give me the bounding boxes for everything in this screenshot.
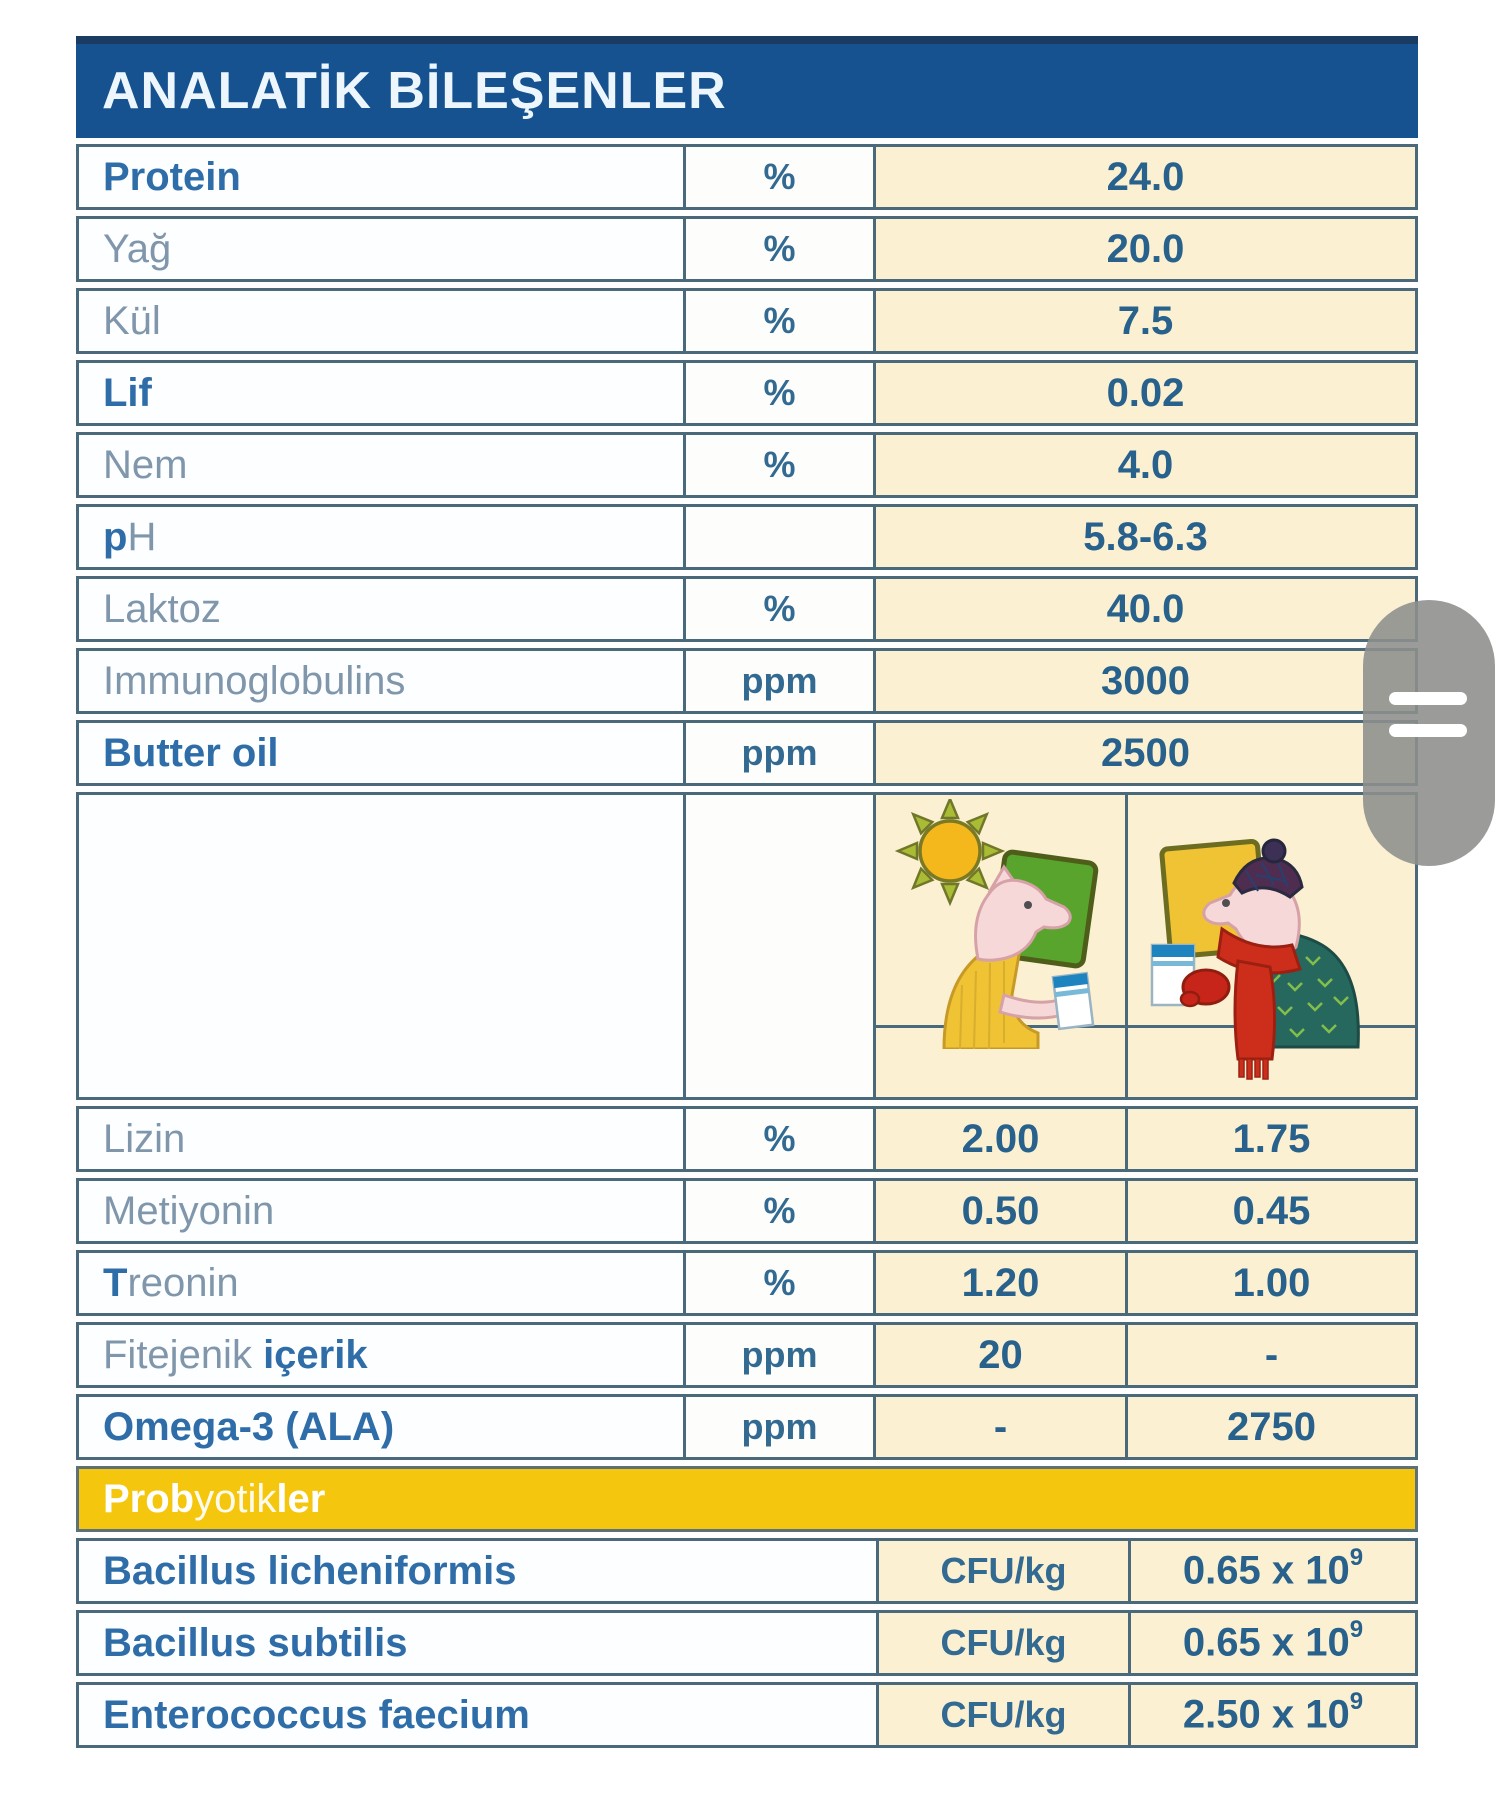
- cold-season-pig-illustration: [1138, 811, 1388, 1091]
- table-row-fitejenik-icerik: [76, 1322, 1418, 1388]
- season-illustration-row: [76, 792, 1418, 1100]
- handle-grip-line: [1389, 724, 1467, 737]
- milk-cup: [1053, 973, 1093, 1029]
- row-value: 0.02: [876, 363, 1415, 423]
- row-unit: %: [686, 1109, 876, 1169]
- row-value: 4.0: [876, 435, 1415, 495]
- row-label: Protein: [79, 147, 686, 207]
- table-row-bacillus-subtilis: [76, 1610, 1418, 1676]
- row-warm-value: 0.50: [876, 1181, 1128, 1241]
- table-row-treonin: [76, 1250, 1418, 1316]
- row-warm-value: 1.20: [876, 1253, 1128, 1313]
- table-row-nem: [76, 432, 1418, 498]
- row-unit: ppm: [686, 1397, 876, 1457]
- row-unit: %: [686, 147, 876, 207]
- row-value: 40.0: [876, 579, 1415, 639]
- row-label: Laktoz: [79, 579, 686, 639]
- row-unit: %: [686, 1181, 876, 1241]
- row-label: Lif: [79, 363, 686, 423]
- row-label: Fitejenik içerik: [79, 1325, 686, 1385]
- row-cold-value: 0.45: [1128, 1181, 1415, 1241]
- row-value: 0.65 x $10^9$: [1131, 1541, 1415, 1601]
- edge-panel-handle[interactable]: [1363, 600, 1495, 866]
- row-label: Enterococcus faecium: [79, 1685, 879, 1745]
- row-label: Kül: [79, 291, 686, 351]
- row-value: 2500: [876, 723, 1415, 783]
- table-title: ANALATİK BİLEŞENLER: [102, 62, 727, 120]
- row-label: pH: [79, 507, 686, 567]
- table-row-bacillus-licheniformis: [76, 1538, 1418, 1604]
- table-row-ph: [76, 504, 1418, 570]
- row-unit: CFU/kg: [879, 1685, 1131, 1745]
- row-cold-value: 1.00: [1128, 1253, 1415, 1313]
- row-label: Bacillus licheniformis: [79, 1541, 879, 1601]
- row-label: Treonin: [79, 1253, 686, 1313]
- red-mitten: [1181, 970, 1229, 1006]
- table-row-immunoglobulins: [76, 648, 1418, 714]
- table-row-lizin: [76, 1106, 1418, 1172]
- row-value: 20.0: [876, 219, 1415, 279]
- row-value: 24.0: [876, 147, 1415, 207]
- row-unit: CFU/kg: [879, 1613, 1131, 1673]
- table-row-omega3: [76, 1394, 1418, 1460]
- table-row-enterococcus-faecium: [76, 1682, 1418, 1748]
- row-label: Lizin: [79, 1109, 686, 1169]
- table-row-butter-oil: [76, 720, 1418, 786]
- row-label: Metiyonin: [79, 1181, 686, 1241]
- empty-unit-cell: [686, 795, 876, 1097]
- row-value: 3000: [876, 651, 1415, 711]
- row-value: 5.8-6.3: [876, 507, 1415, 567]
- row-unit: %: [686, 291, 876, 351]
- row-unit: CFU/kg: [879, 1541, 1131, 1601]
- table-row-metiyonin: [76, 1178, 1418, 1244]
- row-value: 0.65 x $10^9$: [1131, 1613, 1415, 1673]
- sun-icon: [898, 799, 1002, 903]
- warm-season-pig-illustration: [886, 799, 1106, 1049]
- nutrition-table: [76, 36, 1418, 1748]
- handle-grip-line: [1389, 692, 1467, 705]
- row-cold-value: -: [1128, 1325, 1415, 1385]
- row-cold-value: 1.75: [1128, 1109, 1415, 1169]
- table-row-protein: [76, 144, 1418, 210]
- row-label: Nem: [79, 435, 686, 495]
- row-unit: %: [686, 1253, 876, 1313]
- row-unit: [686, 507, 876, 567]
- row-unit: %: [686, 435, 876, 495]
- row-label: Bacillus subtilis: [79, 1613, 879, 1673]
- row-value: 2.50 x $10^9$: [1131, 1685, 1415, 1745]
- table-header: [76, 36, 1418, 138]
- row-label: Yağ: [79, 219, 686, 279]
- table-row-kul: [76, 288, 1418, 354]
- row-value: 7.5: [876, 291, 1415, 351]
- row-unit: %: [686, 363, 876, 423]
- table-row-laktoz: [76, 576, 1418, 642]
- row-unit: %: [686, 219, 876, 279]
- row-cold-value: 2750: [1128, 1397, 1415, 1457]
- table-row-lif: [76, 360, 1418, 426]
- row-unit: %: [686, 579, 876, 639]
- row-label: Omega-3 (ALA): [79, 1397, 686, 1457]
- table-row-yag: [76, 216, 1418, 282]
- row-unit: ppm: [686, 651, 876, 711]
- row-unit: ppm: [686, 723, 876, 783]
- probiotics-section-header: Probyotikler: [76, 1466, 1418, 1532]
- row-label: Butter oil: [79, 723, 686, 783]
- row-warm-value: 2.00: [876, 1109, 1128, 1169]
- row-label: Immunoglobulins: [79, 651, 686, 711]
- row-warm-value: -: [876, 1397, 1128, 1457]
- empty-label-cell: [79, 795, 686, 1097]
- season-columns: [876, 795, 1415, 1097]
- row-unit: ppm: [686, 1325, 876, 1385]
- row-warm-value: 20: [876, 1325, 1128, 1385]
